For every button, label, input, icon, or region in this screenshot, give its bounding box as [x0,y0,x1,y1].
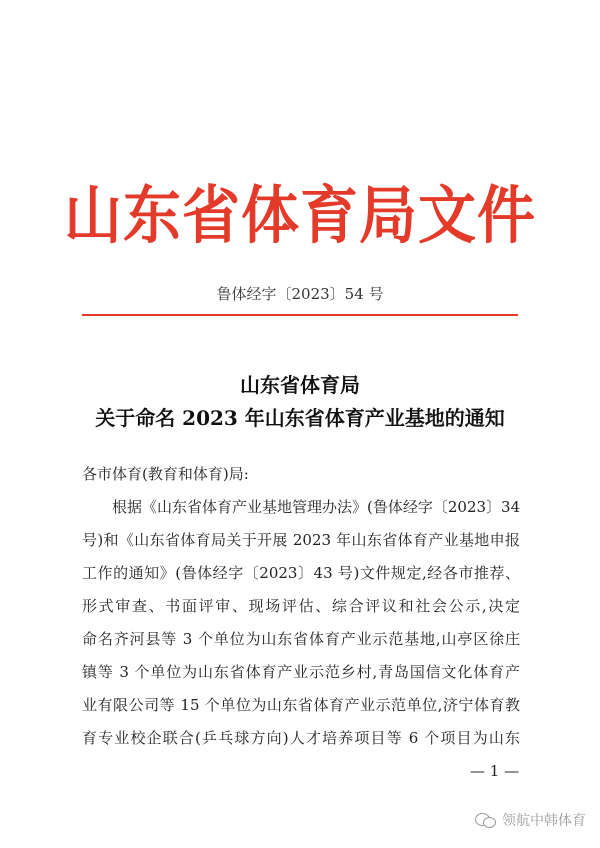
wechat-icon [475,812,497,828]
document-number: 鲁体经字〔2023〕54 号 [216,285,384,303]
watermark [475,810,586,830]
red-divider [82,314,518,316]
watermark-text: 领航中韩体育 [502,813,586,829]
notice-title-line1: 山东省体育局 [240,373,360,397]
document-header-title: 山东省体育局文件 [63,178,536,253]
body-line: 育专业校企联合(乒乓球方向)人才培养项目等 6 个项目为山东 [82,729,520,747]
body-line: 业有限公司等 15 个单位为山东省体育产业示范单位,济宁体育教 [82,696,520,714]
notice-title-line2: 关于命名 2023 年山东省体育产业基地的通知 [95,406,505,430]
body-line: 号)和《山东省体育局关于开展 2023 年山东省体育产业基地申报 [82,531,520,549]
body-line: 镇等 3 个单位为山东省体育产业示范乡村,青岛国信文化体育产 [82,663,520,681]
salutation: 各市体育(教育和体育)局: [82,465,249,483]
body-line: 根据《山东省体育产业基地管理办法》(鲁体经字〔2023〕34 [112,498,520,516]
body-line: 工作的通知》(鲁体经字〔2023〕43 号)文件规定,经各市推荐、 [82,564,520,582]
body-line: 命名齐河县等 3 个单位为山东省体育产业示范基地,山亭区徐庄 [82,630,520,648]
body-line: 形式审查、书面评审、现场评估、综合评议和社会公示,决定 [82,597,520,615]
page-number: — 1 — [470,762,520,780]
